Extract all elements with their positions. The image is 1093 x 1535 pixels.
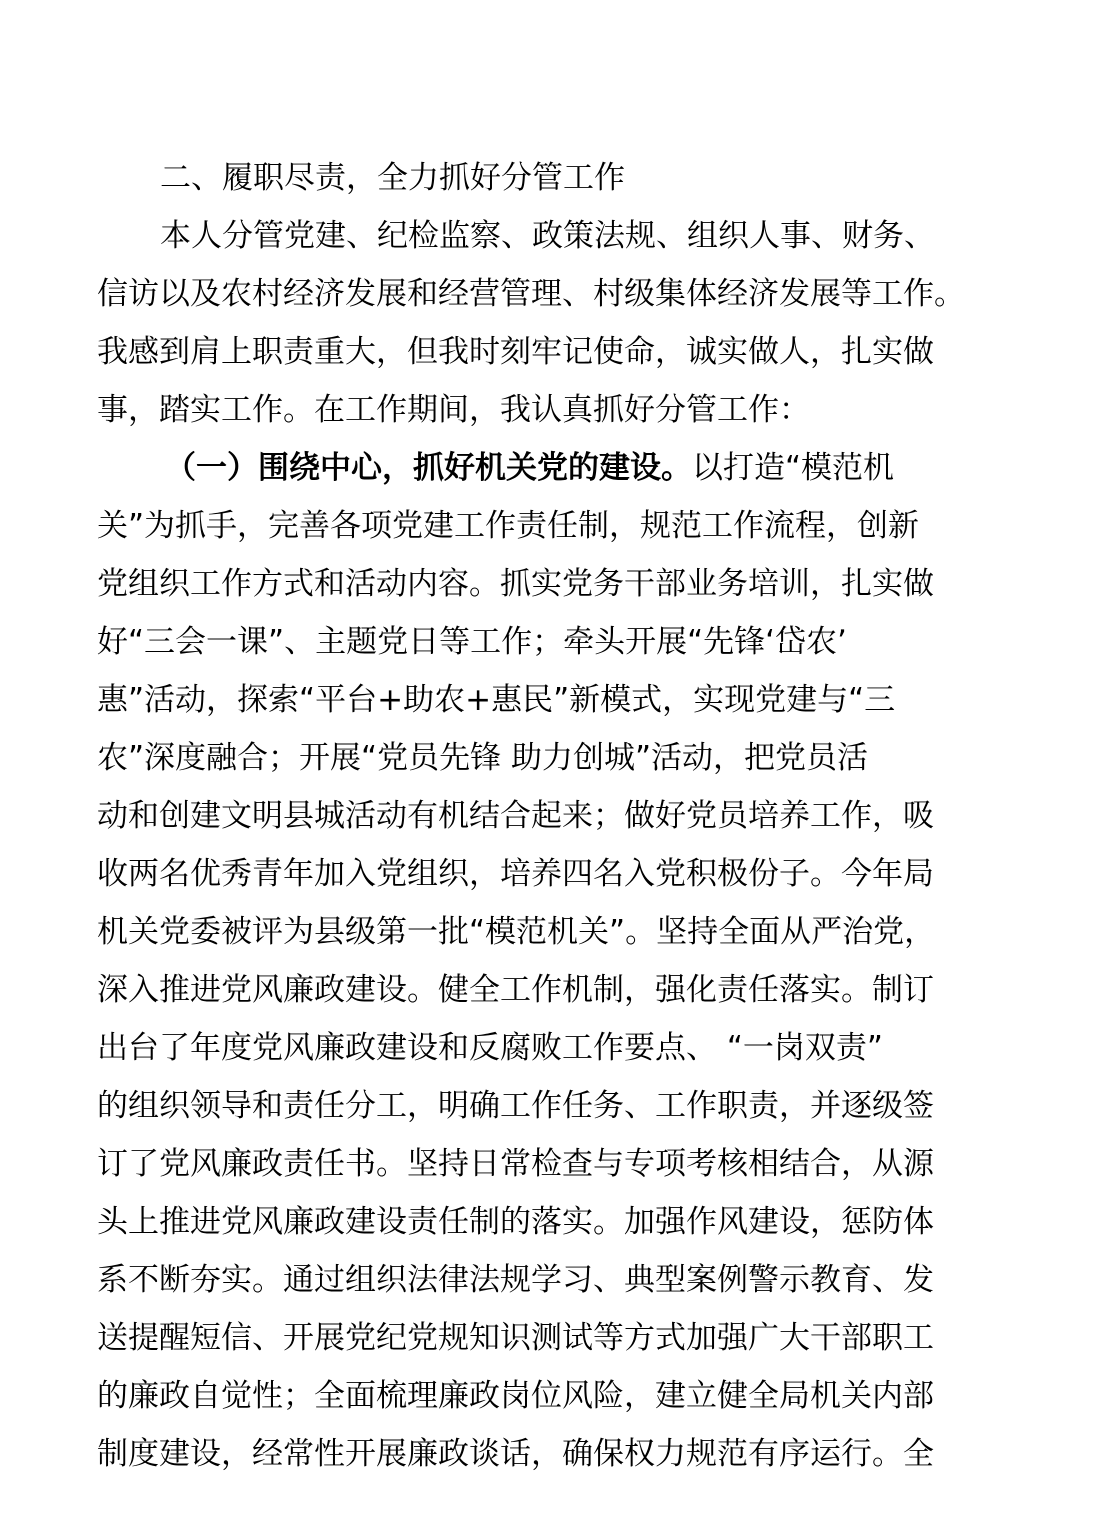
paragraph-line: 的廉政自觉性；全面梳理廉政岗位风险，建立健全局机关内部 [97,1378,934,1414]
section-heading: 二、履职尽责，全力抓好分管工作 [160,160,625,196]
paragraph-line: 事，踏实工作。在工作期间，我认真抓好分管工作： [97,392,810,428]
paragraph-line: 头上推进党风廉政建设责任制的落实。加强作风建设，惩防体 [97,1204,934,1240]
paragraph-line: 订了党风廉政责任书。坚持日常检查与专项考核相结合，从源 [97,1146,934,1182]
paragraph-line: 惠”活动，探索“平台+助农+惠民”新模式，实现党建与“三 [97,682,896,718]
paragraph-line: 收两名优秀青年加入党组织，培养四名入党积极份子。今年局 [97,856,934,892]
subsection-first-text: 以打造“模范机 [692,450,895,486]
subsection-title: （一）围绕中心，抓好机关党的建设。 [165,450,692,486]
subsection-first-line [165,448,894,488]
paragraph-line: 动和创建文明县城活动有机结合起来；做好党员培养工作，吸 [97,798,934,834]
paragraph-line: 的组织领导和责任分工，明确工作任务、工作职责，并逐级签 [97,1088,934,1124]
paragraph-line: 制度建设，经常性开展廉政谈话，确保权力规范有序运行。全 [97,1436,934,1472]
paragraph-line: 农”深度融合；开展“党员先锋 助力创城”活动，把党员活 [97,740,869,776]
paragraph-line: 出台了年度党风廉政建设和反腐败工作要点、 “一岗双责” [97,1030,883,1066]
paragraph-line: 送提醒短信、开展党纪党规知识测试等方式加强广大干部职工 [97,1320,934,1356]
paragraph-line: 关”为抓手，完善各项党建工作责任制，规范工作流程，创新 [97,508,920,544]
paragraph-line: 信访以及农村经济发展和经营管理、村级集体经济发展等工作。 [97,276,965,312]
paragraph-line: 好“三会一课”、主题党日等工作；牵头开展“先锋‘岱农’ [97,624,847,660]
paragraph-line: 深入推进党风廉政建设。健全工作机制，强化责任落实。制订 [97,972,934,1008]
paragraph-line: 系不断夯实。通过组织法律法规学习、典型案例警示教育、发 [97,1262,934,1298]
paragraph-line: 本人分管党建、纪检监察、政策法规、组织人事、财务、 [160,218,935,254]
paragraph-line: 机关党委被评为县级第一批“模范机关”。坚持全面从严治党， [97,914,936,950]
paragraph-line: 我感到肩上职责重大，但我时刻牢记使命，诚实做人，扎实做 [97,334,934,370]
paragraph-line: 党组织工作方式和活动内容。抓实党务干部业务培训，扎实做 [97,566,934,602]
